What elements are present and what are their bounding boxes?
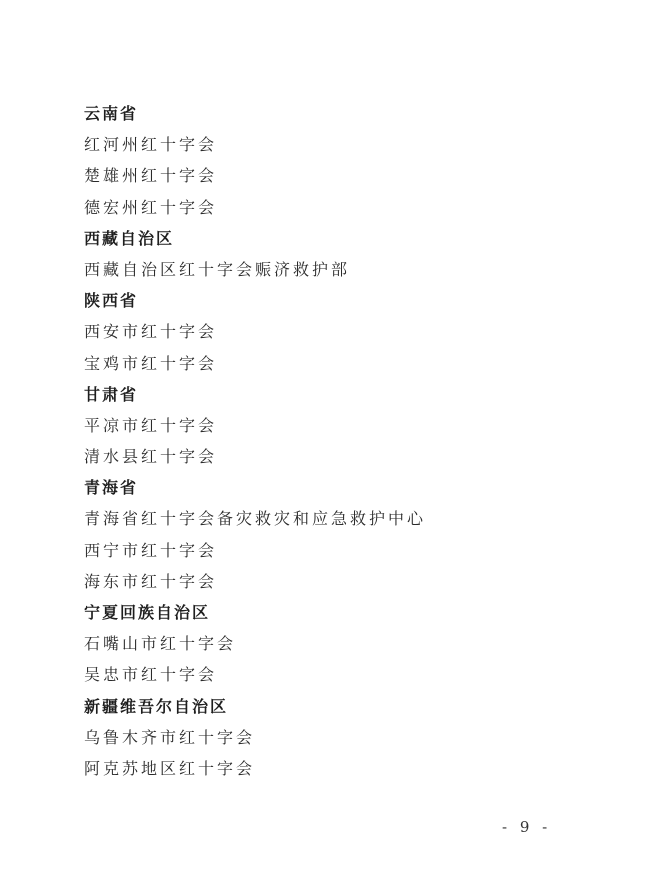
province-heading: 西藏自治区	[84, 228, 175, 248]
organization-entry: 石嘴山市红十字会	[84, 634, 237, 654]
page-number: - 9 -	[502, 818, 552, 836]
organization-entry: 德宏州红十字会	[84, 197, 218, 217]
organization-entry: 平凉市红十字会	[84, 415, 218, 435]
organization-entry: 宝鸡市红十字会	[84, 353, 218, 373]
organization-entry: 红河州红十字会	[84, 135, 218, 155]
organization-entry: 乌鲁木齐市红十字会	[84, 727, 256, 747]
province-heading: 新疆维吾尔自治区	[84, 696, 229, 716]
organization-entry: 吴忠市红十字会	[84, 665, 218, 685]
organization-entry: 海东市红十字会	[84, 571, 218, 591]
province-heading: 甘肃省	[84, 384, 139, 404]
organization-entry: 西藏自治区红十字会赈济救护部	[84, 259, 351, 279]
province-heading: 青海省	[84, 478, 139, 498]
organization-entry: 西安市红十字会	[84, 322, 218, 342]
province-heading: 陕西省	[84, 291, 139, 311]
organization-entry: 阿克苏地区红十字会	[84, 758, 256, 778]
province-heading: 宁夏回族自治区	[84, 603, 211, 622]
organization-entry: 清水县红十字会	[84, 447, 218, 467]
province-heading: 云南省	[84, 104, 139, 123]
organization-entry: 青海省红十字会备灾救灾和应急救护中心	[84, 509, 427, 529]
organization-entry: 楚雄州红十字会	[84, 166, 218, 186]
organization-list	[84, 98, 426, 784]
organization-entry: 西宁市红十字会	[84, 540, 218, 560]
